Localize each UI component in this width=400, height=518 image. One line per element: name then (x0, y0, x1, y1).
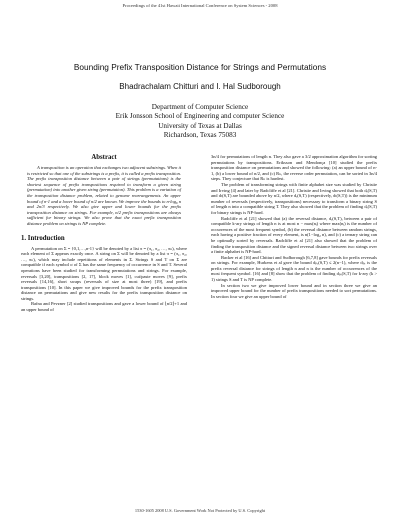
body-paragraph: Radcliffe et al [21] showed that (a) the reversal distance, dᵣ(S,T), between a pair of compatible k-ary strings of length n is at most n − max(nᵢ) where max(nᵢ) is the number of occurrences of the most frequent symbol, (b) the reversal distance between random strings, each having a positive fraction of every element, is n(1−log₂ n), and (c) a ternary string can be optimally sorted by reversals. Radcliffe et al [21] also showed that the problem of finding the transposition distance and the signed reversal distance between two strings over a finite alphabet is NP-hard. (211, 215, 377, 255)
affiliation-line: Department of Computer Science (151, 103, 249, 111)
affiliation-line: Richardson, Texas 75083 (163, 131, 237, 140)
affiliation-block (60, 103, 340, 141)
intro-paragraph-1: A permutation on Σ = {0,1,…,n-1} will be denoted by a list π = (π₁, π₂, …, πₙ), where each element of Σ appears exactly once. A string on Σ will be denoted by a list π = (π₁, π₂, …, πₙ), which may include repetitions of elements in Σ. Strings S and T on Σ are compatible if each symbol σ of Σ has the same frequency of occurrence in S and T. Several operations have been studied for transforming permutations and strings. For example, reversals [3,20], transpositions [2, 17], block moves [1], cut/paste moves [9], prefix reversals [14,16], short swaps (reversals of size at most three) [19], and prefix transpositions [10]. In this paper we give improved bounds for the prefix transposition distance on permutations and give new results for the prefix transposition distance on strings. (21, 245, 187, 301)
intro-paragraph-2: Bafna and Pevzner [2] studied transpositions and gave a lower bound of ⌊n/2⌋+1 and an upper bound of (21, 301, 187, 313)
paper-title: Bounding Prefix Transposition Distance for Strings and Permutations (73, 62, 327, 72)
running-header: Proceedings of the 41st Hawaii International Conference on System Sciences - 2008 (122, 3, 278, 8)
copyright-footer: 1530-1605 2008 U.S. Government Work Not Protected by U.S. Copyright (134, 508, 266, 513)
body-paragraph: In section two we give improved lower bound and in section three we give an improved upper bound for the number of prefix transpositions needed to sort permutations. In section four we give an upper bound of (211, 282, 377, 299)
right-column (211, 154, 377, 299)
left-column (21, 154, 187, 313)
abstract-heading: Abstract (91, 154, 117, 161)
paper-authors: Bhadrachalam Chitturi and I. Hal Sudborough (119, 82, 281, 91)
body-paragraph: Backer et al [16] and Chitturi and Sudborough [6,7,8] gave bounds for prefix reversals on strings. For example, Hurkens et al gave the bound dₚᵣ(S,T) ≤ 2(n−1), where dₚᵣ is the prefix reversal distance for strings of length n and n is the number of occurrences of the most frequent symbol. [16] and [8] show that the problem of finding dₚᵣ(S,T) for k-ary (k > 1) strings S and T is NP complete. (211, 254, 377, 283)
affiliation-line: University of Texas at Dallas (158, 121, 242, 130)
body-paragraph: 3n/4 for permutations of length n. They also gave a 3/2 approximation algorithm for sorting permutations by transpositions. Eriksson and Mendonça [10] studied the prefix transposition distance on permutations and showed the following: (a) an upper bound of n-1, (b) a lower bound of n/2, and (c) Rₙ, the reverse order permutation, can be sorted in 3n/4 steps. They conjecture that Rₙ is hardest. (211, 154, 377, 182)
section-heading-introduction: 1. Introduction (21, 234, 65, 242)
body-paragraph: The problem of transforming strings with finite alphabet size was studied by Christie and Irving [4] and later by Radcliffe et al [21]. Christie and Irving showed that both dᵣ(S,T) and dₜ(S,T) are bounded above by n/2, where dᵣ(S,T) (respectively, dₜ(S,T)) is the minimum number of reversals (respectively, transpositions) necessary to transform a binary string S of length n into a compatible string T. They also showed that the problem of finding dᵣ(S,T) for binary strings is NP-hard. (211, 181, 377, 215)
abstract-text: A transposition is an operation that exchanges two adjacent substrings. When it is restricted so that one of the substrings is a prefix, it is called a prefix transposition. The prefix transposition distance between a pair of strings (permutations) is the shortest sequence of prefix transpositions required to transform a given string (permutation) into another given string (permutation). This problem is a variation of the transposition distance problem, related to genome rearrangements. An upper bound of n-1 and a lower bound of n/2 are known. We improve the bounds to n-log₈ n and 2n/3 respectively. We also give upper and lower bounds for the prefix transposition distance on strings. For example, n/2 prefix transpositions are always sufficient for binary strings. We also prove that the exact prefix transposition distance problem on strings is NP complete. (27, 165, 181, 226)
affiliation-line: Erik Jonsson School of Engineering and computer Science (115, 112, 285, 121)
